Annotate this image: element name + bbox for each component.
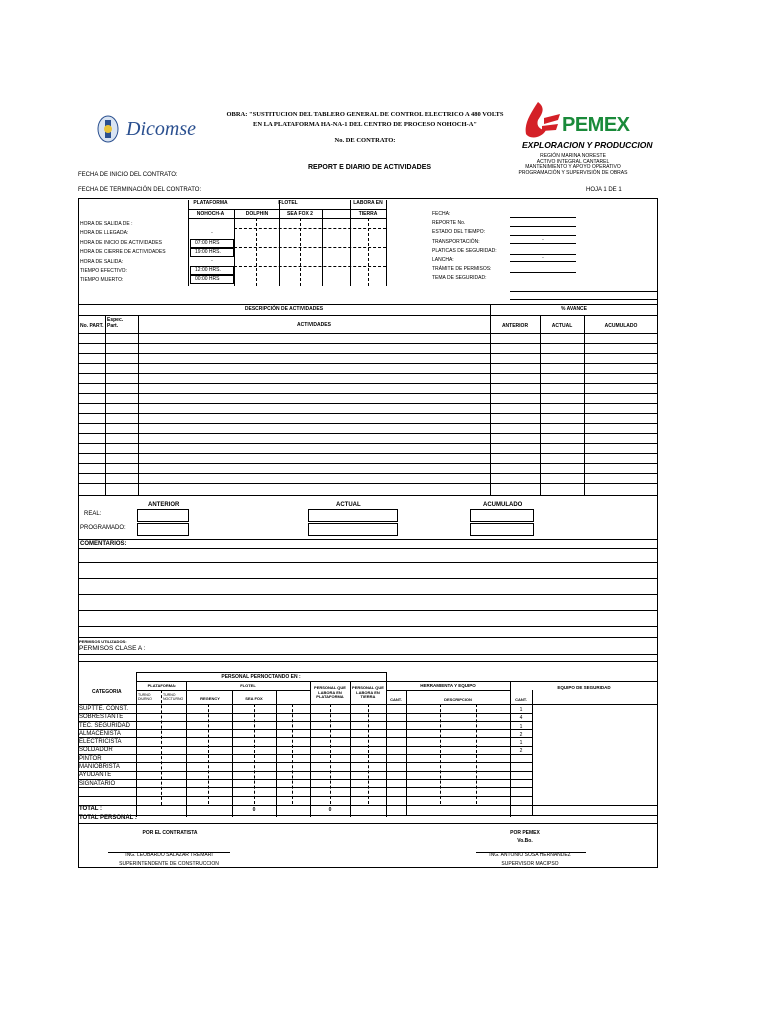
value-tiempo-muerto[interactable]: 00:00 HRS: [190, 275, 234, 284]
real-anterior-field[interactable]: [137, 509, 189, 522]
label-tiempo-muerto: TIEMPO MUERTO:: [80, 277, 124, 284]
categoria-item: ELECTRICISTA: [79, 739, 122, 746]
value-hora-llegada[interactable]: -: [211, 230, 213, 237]
actual-header: ACTUAL: [551, 323, 573, 329]
permisos-utilizados: PERMISOS UTILIZADOS:: [79, 639, 127, 644]
label-fecha: FECHA:: [432, 211, 451, 217]
label-tema: TEMA DE SEGURIDAD:: [432, 275, 487, 282]
total-regency: 0: [252, 807, 256, 813]
categoria-item: PINTOR: [79, 755, 102, 762]
categoria-item: SIGNATARIO: [79, 780, 116, 787]
label-hora-inicio: HORA DE INICIO DE ACTIVIDADES: [80, 239, 162, 246]
personal-plataforma-header: PERSONAL QUE LABORA EN PLATAFORMA: [314, 685, 346, 699]
value-hora-salida-de[interactable]: [190, 220, 234, 229]
cant-value[interactable]: 1: [519, 707, 523, 713]
time-values: [190, 220, 234, 284]
personal-tierra-header: PERSONAL QUE LABORA EN TIERRA: [352, 685, 384, 699]
value-hora-cierre[interactable]: 19:00 HRS.: [190, 248, 234, 257]
report-title: REPORT E DIARIO DE ACTIVIDADES: [308, 164, 432, 171]
no-part-header: No. PART.: [80, 323, 104, 329]
plataforma-subheader: PLATAFORMA:: [147, 683, 177, 688]
categoria-item: AYUDANTE: [79, 772, 112, 779]
cant-value[interactable]: 1: [519, 740, 523, 747]
summary-acumulado: ACUMULADO: [483, 502, 523, 508]
obra-title: [200, 110, 530, 146]
fecha-inicio-label: FECHA DE INICIO DEL CONTRATO:: [78, 172, 178, 178]
comentarios-label: COMENTARIOS:: [80, 541, 127, 547]
cant-value[interactable]: 2: [519, 748, 523, 755]
categoria-item: SUPTTE. CONST.: [79, 706, 129, 712]
signature-name-left: ING. LEOBARDO SALAZAR TREMARI: [125, 852, 213, 858]
plataforma-header: PLATAFORMA: [193, 200, 228, 206]
actividades-header: ACTIVIDADES: [297, 322, 331, 328]
real-label: REAL:: [84, 511, 102, 517]
equipo-seguridad-header: EQUIPO DE SEGURIDAD: [557, 685, 611, 690]
nohoch-header: NOHOCH-A: [196, 211, 225, 217]
prog-actual-field[interactable]: [308, 523, 398, 536]
label-hora-salida-de: HORA DE SALIDA DE :: [80, 221, 133, 227]
seafox-header: SEA FOX 2: [287, 211, 313, 217]
value-tiempo-efectivo[interactable]: 12:00 HRS.: [190, 266, 234, 275]
part-line: Part.: [107, 323, 119, 329]
label-tiempo-efectivo: TIEMPO EFECTIVO:: [80, 268, 127, 275]
summary-actual: ACTUAL: [336, 502, 361, 508]
report-info-labels: [432, 210, 522, 284]
turno-nocturno-header: TURNO NOCTURNO: [163, 693, 184, 701]
prog-anterior-field[interactable]: [137, 523, 189, 536]
platicas-field[interactable]: [510, 246, 576, 255]
pernoctando-header: PERSONAL PERNOCTANDO EN :: [221, 674, 301, 680]
anterior-header: ANTERIOR: [501, 323, 529, 329]
total-personal-label: TOTAL PERSONAL :: [79, 815, 137, 821]
region-line: MANTENIMIENTO Y APOYO OPERATIVO: [525, 164, 621, 170]
permisos-clase: PERMISOS CLASE A :: [79, 645, 146, 652]
categoria-item: SOBRESTANTE: [79, 714, 124, 721]
region-line: REGIÓN MARINA NORESTE: [540, 153, 606, 159]
estado-tiempo-field[interactable]: [510, 227, 576, 236]
real-actual-field[interactable]: [308, 509, 398, 522]
total-label: TOTAL :: [79, 806, 102, 812]
pemex-eagle-icon: [520, 100, 564, 140]
prog-acumulado-field[interactable]: [470, 523, 534, 536]
vobo-label: Vo.Bo.: [517, 838, 533, 844]
label-hora-salida: HORA DE SALIDA:: [80, 258, 124, 265]
real-acumulado-field[interactable]: [470, 509, 534, 522]
value-hora-salida[interactable]: -: [211, 257, 213, 264]
hoja-label: HOJA 1 DE 1: [586, 187, 622, 193]
pemex-label: POR PEMEX: [510, 830, 540, 836]
espec-header: [107, 317, 123, 329]
label-hora-llegada: HORA DE LLEGADA:: [80, 230, 129, 237]
label-hora-cierre: HORA DE CIERRE DE ACTIVIDADES: [80, 249, 166, 256]
cant-header: CANT.: [390, 697, 402, 702]
fecha-field[interactable]: [510, 209, 576, 218]
cant-value[interactable]: 2: [519, 731, 523, 738]
contrato-label: No. DE CONTRATO:: [334, 137, 396, 144]
label-transportacion: TRANSPORTACIÓN:: [432, 238, 480, 245]
pemex-logo-text: PEMEX: [562, 114, 630, 136]
contratista-label: POR EL CONTRATISTA: [142, 830, 198, 836]
obra-line-2: EN LA PLATAFORMA HA-NA-1 DEL CENTRO DE PROCESO NOHOCH-A": [252, 121, 478, 128]
espec-line: Espec.: [107, 317, 124, 323]
region-info: [508, 154, 638, 176]
desc-actividades-header: DESCRIPCIÓN DE ACTIVIDADES: [244, 306, 324, 312]
categoria-item: TEC. SEGURIDAD: [79, 722, 131, 729]
tramite-field[interactable]: [510, 264, 576, 273]
labora-header: LABORA EN: [353, 200, 383, 206]
value-hora-inicio[interactable]: 07:00 HRS: [190, 239, 234, 248]
flotel-subheader: FLOTEL: [240, 683, 256, 688]
tierra-header: TIERRA: [358, 211, 378, 217]
pemex-subtitle: EXPLORACION Y PRODUCCION: [522, 140, 653, 150]
flotel-header: FLOTEL: [278, 200, 298, 206]
avance-header: % AVANCE: [560, 306, 588, 312]
dicomse-logo: [96, 114, 206, 146]
signature-title-left: SUPERINTENDENTE DE CONSTRUCCION: [119, 861, 219, 867]
total-plataforma: 0: [328, 807, 332, 813]
regency-header: REGENCY: [200, 696, 220, 701]
categoria-header: CATEGORIA: [92, 689, 122, 695]
summary-anterior: ANTERIOR: [148, 502, 180, 508]
dicomse-emblem-icon: [96, 114, 120, 144]
region-line: PROGRAMACIÓN Y SUPERVISIÓN DE OBRAS: [518, 169, 628, 176]
transportacion-field[interactable]: -: [510, 237, 576, 244]
label-reporte: REPORTE No.: [432, 220, 466, 227]
cant-value[interactable]: 1: [519, 723, 523, 730]
reporte-field[interactable]: [510, 218, 576, 227]
acumulado-header: ACUMULADO: [604, 323, 638, 329]
time-labels: [80, 220, 188, 286]
region-line: ACTIVO INTEGRAL CANTAREL: [536, 158, 610, 165]
pemex-logo: [520, 100, 653, 152]
label-estado-tiempo: ESTADO DEL TIEMPO:: [432, 229, 485, 236]
fecha-termino-label: FECHA DE TERMINACIÓN DEL CONTRATO:: [78, 187, 202, 193]
lancha-field[interactable]: -: [510, 255, 576, 262]
dolphin-header: DOLPHIN: [245, 211, 269, 217]
label-tramite: TRÁMITE DE PERMISOS:: [432, 266, 492, 273]
descripcion-header: DESCRIPCION: [444, 697, 472, 702]
herramienta-header: HERRAMIENTA Y EQUIPO: [420, 683, 476, 688]
turno-diurno-header: TURNO DIURNO: [138, 693, 152, 701]
label-lancha: LANCHA:: [432, 257, 454, 264]
obra-line-1: OBRA: "SUSTITUCION DEL TABLERO GENERAL DE CONTROL ELECTRICO A 480 VOLTS: [226, 111, 504, 118]
dicomse-logo-text: Dicomse: [126, 118, 196, 140]
categoria-item: ALMACENISTA: [79, 730, 121, 737]
signature-name-right: ING. ANTONIO SOSA HERNANDEZ: [489, 852, 571, 858]
programado-label: PROGRAMADO:: [80, 525, 126, 531]
cant-value[interactable]: 4: [519, 715, 523, 722]
seafox-subheader: SEA FOX: [245, 696, 263, 701]
label-platicas: PLATICAS DE SEGURIDAD:: [432, 247, 497, 254]
categoria-item: SOLDADOR: [79, 747, 113, 754]
signature-title-right: SUPERVISOR MACIPSO: [501, 861, 559, 867]
cant2-header: CANT.: [515, 697, 527, 702]
categoria-item: MANIOBRISTA: [79, 764, 120, 771]
